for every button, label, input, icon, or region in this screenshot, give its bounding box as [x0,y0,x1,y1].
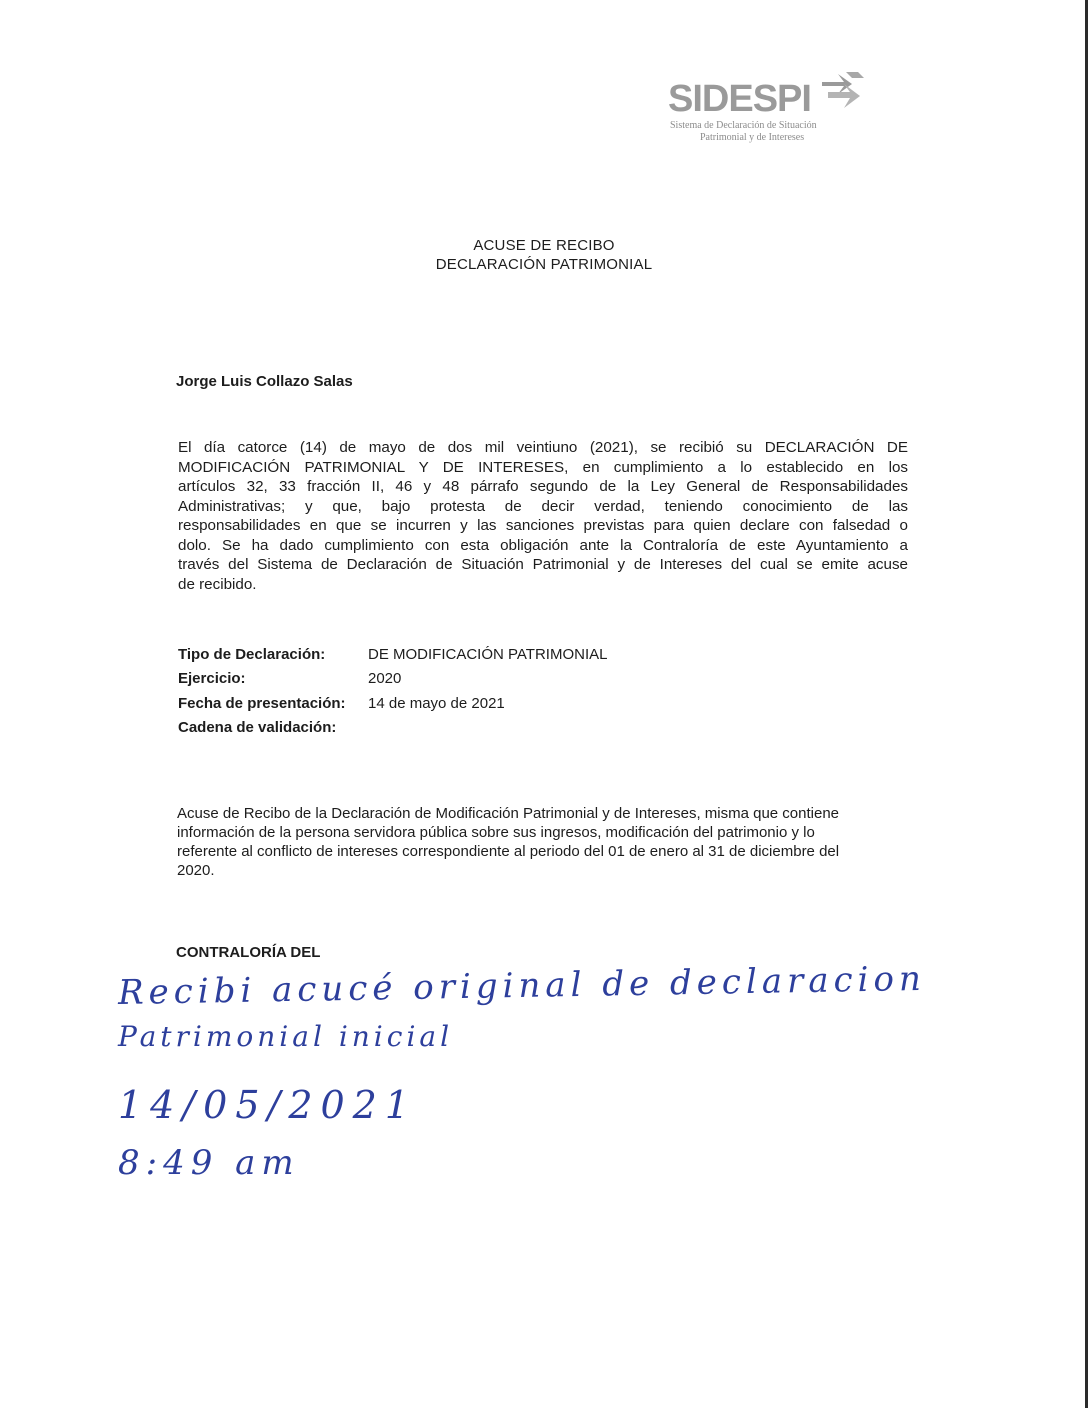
field-label: Cadena de validación: [178,719,337,737]
summary-line: 2020. [177,862,215,879]
summary-paragraph [177,804,917,880]
heading-line1: ACUSE DE RECIBO [473,237,615,254]
declaration-fields [178,642,607,740]
body-paragraph [178,438,908,594]
summary-line: Acuse de Recibo de la Declaración de Modificación Patrimonial y de Intereses, misma que contiene [177,805,840,822]
logo-subtitle-line2: Patrimonial y de Intereses [700,132,805,143]
logo-subtitle-line1: Sistema de Declaración de Situación [670,120,817,131]
field-value: 14 de mayo de 2021 [368,694,505,712]
handwritten-note [117,958,927,1188]
handwritten-time: 8:49 am [118,1143,300,1183]
logo-wordmark: SIDESPI [668,78,811,120]
body-line: través del Sistema de Declaración de Situación Patrimonial y de Intereses del cual se emite acuse [178,556,908,573]
field-fiscal-year [178,667,607,692]
body-line: responsabilidades en que se incurren y las sanciones previstas para quien declare con falsedad o [178,517,908,534]
body-line: dolo. Se ha dado cumplimiento con esta obligación ante la Contraloría de este Ayuntamiento a [178,536,908,554]
logo-arrow-icon [818,68,868,112]
summary-line: referente al conflicto de intereses correspondiente al periodo del 01 de enero al 31 de diciembre del [177,843,840,860]
recipient-name: Jorge Luis Collazo Salas [176,373,353,390]
signature-label: CONTRALORÍA DEL [176,944,321,961]
body-line: de recibido. [178,575,257,593]
document-heading [0,236,1088,274]
handwritten-date: 14/05/2021 [118,1083,418,1127]
body-line: El día catorce (14) de mayo de dos mil veintiuno (2021), se recibió su DECLARACIÓN DE [178,439,908,456]
summary-line: información de la persona servidora pública sobre sus ingresos, modificación del patrimonio y lo [177,824,815,841]
field-value: 2020 [368,670,402,688]
sidespi-logo [668,68,878,148]
body-line: Administrativas; y que, bajo protesta de decir verdad, teniendo conocimiento de las [178,497,908,515]
logo-subtitle [670,120,880,144]
field-label: Fecha de presentación: [178,694,346,712]
body-line: MODIFICACIÓN PATRIMONIAL Y DE INTERESES, en cumplimiento a lo establecido en los [178,458,908,476]
field-label: Ejercicio: [178,670,246,688]
field-validation-chain [178,716,607,741]
field-value: DE MODIFICACIÓN PATRIMONIAL [368,645,608,663]
body-line: artículos 32, 33 fracción II, 46 y 48 párrafo segundo de la Ley General de Responsabilidades [178,478,908,495]
handwritten-line: Patrimonial inicial [118,1020,454,1053]
heading-line2: DECLARACIÓN PATRIMONIAL [435,256,653,273]
handwritten-line: Recibi acucé original de declaracion [117,958,927,1013]
field-submission-date [178,691,607,716]
field-declaration-type [178,642,607,667]
field-label: Tipo de Declaración: [178,645,326,663]
